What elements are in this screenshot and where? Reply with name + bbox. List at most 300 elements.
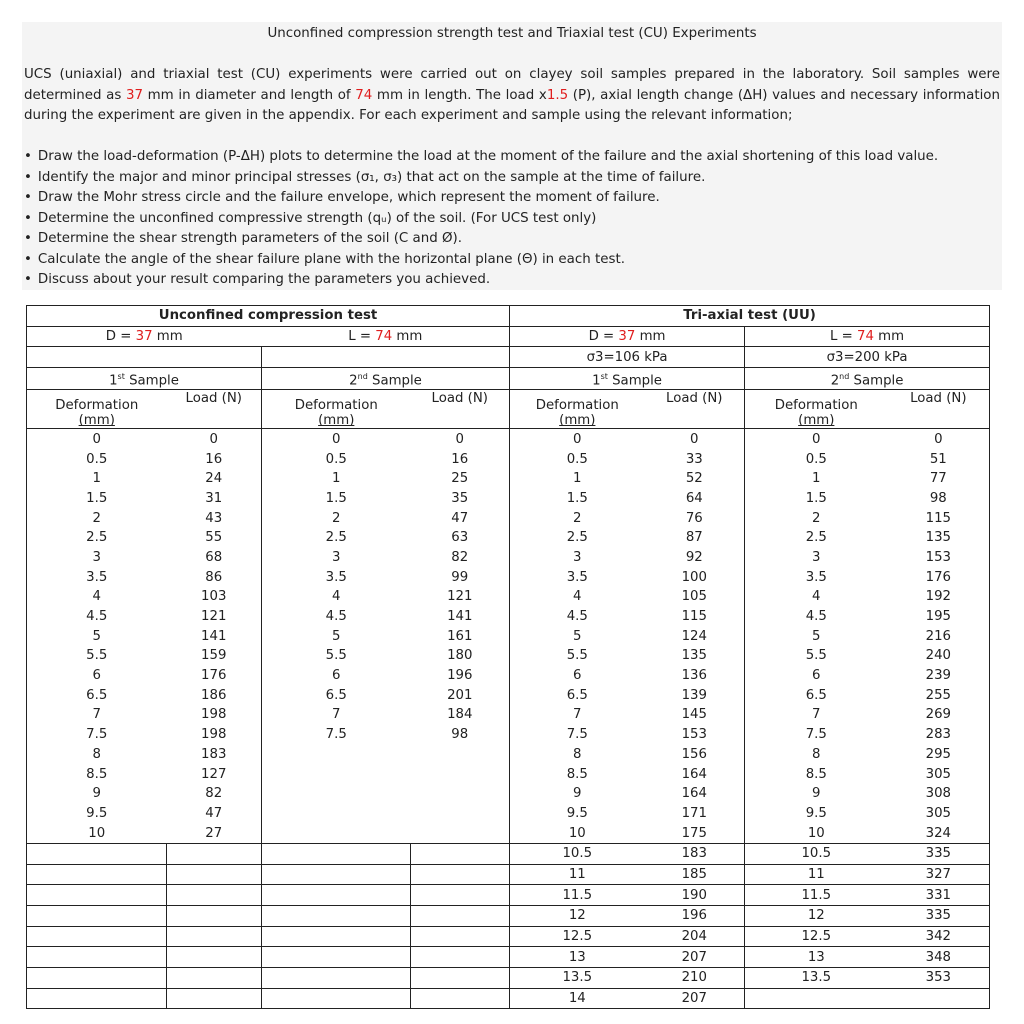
table-row [27,905,990,926]
ucs-sample2-load-cell [411,843,510,864]
ucs-sample2-load-cell: 196 [411,666,510,686]
table-row [27,626,990,646]
task-item: • Determine the shear strength parameters of the soil (C and Ø). [24,229,1000,250]
ucs-sample2-deformation-cell [262,905,411,926]
ucs-sample1-load-cell: 127 [167,764,262,784]
table-row [27,548,990,568]
ucs-sample2-load-cell [411,968,510,989]
tri-sample2-deformation-cell: 1 [812,471,821,487]
tri-sample2-header: 2nd Sample [745,368,990,390]
ucs-sample2-header: 2nd Sample [262,368,510,390]
table-row [27,843,990,864]
tri-sample2-deformation-cell: 1.5 [805,490,827,506]
ucs-sample2-deformation-cell [262,947,411,968]
ucs-sample2-deformation-cell [262,864,411,885]
ucs-sample2-deformation-cell: 3.5 [325,569,347,585]
ucs-sample1-deformation-cell: 6 [27,666,167,686]
ucs-sample1-deformation-cell: 3.5 [27,567,167,587]
instructions-panel [22,22,1002,290]
table-row [27,646,990,666]
ucs-sample1-deformation-cell: 9.5 [27,804,167,824]
ucs-sample2-deformation-cell: 1 [332,471,341,487]
deformation-column-header: Deformation (mm) [510,390,645,429]
tri-sample1-deformation-cell: 10.5 [510,843,645,864]
ucs-sample1-load-cell: 198 [167,725,262,745]
table-row [27,864,990,885]
table-row [27,567,990,587]
ucs-sigma-empty [262,347,510,368]
ucs-sample2-deformation-cell [262,804,411,824]
ucs-sample1-deformation-cell: 1.5 [27,489,167,509]
ucs-sample1-deformation-cell [27,988,167,1009]
ucs-sample1-load-cell [167,885,262,906]
ucs-sample2-deformation-cell: 2.5 [325,530,347,546]
ucs-sample2-deformation-cell [262,784,411,804]
ucs-sample2-deformation-cell [262,885,411,906]
tri-sample1-deformation-cell: 13.5 [510,968,645,989]
ucs-sample1-load-cell [167,988,262,1009]
ucs-sample1-load-cell: 47 [167,804,262,824]
ucs-sample2-deformation-cell: 3 [332,549,341,565]
ucs-sample2-load-cell: 16 [411,449,510,469]
tri-sample2-deformation-cell: 9 [812,786,821,802]
ucs-sample1-deformation-cell: 2 [27,508,167,528]
para-text: mm in diameter and length of [143,87,356,103]
para-text: (P), axial length change (ΔH) values and necessary information during the experiment are given in the appendix. For each experiment and sample using the relevant information; [24,87,1000,123]
ucs-sample2-deformation-cell [262,968,411,989]
tri-sample1-deformation-cell: 4 [573,589,582,605]
tri-sample1-deformation-cell: 2 [573,510,582,526]
tri-sample2-deformation-cell: 2 [812,510,821,526]
table-row [27,885,990,906]
table-row [27,489,990,509]
tri-sample2-load-cell: 195 [888,607,990,627]
tri-sample2-load-cell: 353 [888,968,990,989]
tri-sample1-load-cell: 76 [645,508,745,528]
ucs-sample1-deformation-cell: 5.5 [27,646,167,666]
table-row [27,587,990,607]
task-item: • Identify the major and minor principal stresses (σ₁, σ₃) that act on the sample at the time of failure. [24,168,1000,189]
load-column-header: Load (N) [888,390,990,429]
ucs-sample1-load-cell: 103 [167,587,262,607]
tri-sample2-load-cell: 239 [888,666,990,686]
ucs-sample1-deformation-cell: 4 [27,587,167,607]
ucs-sample1-deformation-cell: 10 [27,823,167,843]
tri-sample1-load-cell: 52 [645,469,745,489]
table-row [27,725,990,745]
ucs-sample2-load-cell [411,823,510,843]
table-row [27,429,990,449]
ucs-sample2-deformation-cell [262,843,411,864]
ucs-sample2-deformation-cell: 4 [332,589,341,605]
tri-sample2-deformation-cell: 0 [745,429,888,449]
tri-sample2-deformation-cell: 5 [812,628,821,644]
ucs-sample1-deformation-cell [27,947,167,968]
ucs-diameter-label: D = 37 mm [27,326,262,347]
tri-sample2-load-cell: 331 [888,885,990,906]
tri-sample1-deformation-cell: 6.5 [566,687,588,703]
tri-sample1-load-cell: 175 [645,823,745,843]
tri-sample2-load-cell: 51 [888,449,990,469]
ucs-sample2-load-cell: 47 [411,508,510,528]
ucs-sample1-header: 1st Sample [27,368,262,390]
tri-sample2-load-cell: 269 [888,705,990,725]
sigma3-sample2: σ3=200 kPa [745,347,990,368]
ucs-sample1-load-cell [167,864,262,885]
load-column-header: Load (N) [167,390,262,429]
ucs-sample1-load-cell: 86 [167,567,262,587]
ucs-sample2-deformation-cell [262,926,411,947]
ucs-sample2-deformation-cell [262,764,411,784]
tri-sample2-deformation-cell: 9.5 [805,805,827,821]
ucs-sample1-load-cell: 0 [167,429,262,449]
tri-sample1-deformation-cell: 11.5 [510,885,645,906]
tri-sample1-deformation-cell: 12 [510,905,645,926]
ucs-sample2-load-cell [411,804,510,824]
ucs-sample2-deformation-cell: 2 [332,510,341,526]
ucs-sample2-deformation-cell: 1.5 [325,490,347,506]
tri-sample1-load-cell: 207 [645,988,745,1009]
tri-sample1-load-cell: 196 [645,905,745,926]
ucs-sample1-load-cell [167,843,262,864]
tri-sample2-load-cell: 240 [888,646,990,666]
sigma3-sample1: σ3=106 kPa [510,347,745,368]
tri-sample2-load-cell: 255 [888,685,990,705]
ucs-sample1-load-cell: 82 [167,784,262,804]
ucs-sample2-load-cell: 63 [411,528,510,548]
tri-sample1-deformation-cell: 14 [510,988,645,1009]
ucs-sample1-deformation-cell [27,864,167,885]
table-row [27,607,990,627]
ucs-sample1-load-cell: 24 [167,469,262,489]
ucs-sample2-load-cell: 141 [411,607,510,627]
tri-sample1-load-cell: 145 [645,705,745,725]
tri-sample1-deformation-cell: 7.5 [566,727,588,743]
load-column-header: Load (N) [645,390,745,429]
ucs-sample2-load-cell [411,905,510,926]
tri-sample1-load-cell: 210 [645,968,745,989]
ucs-sample1-load-cell: 31 [167,489,262,509]
ucs-sample1-load-cell: 198 [167,705,262,725]
tri-sample1-load-cell: 124 [645,626,745,646]
table-row [27,968,990,989]
tri-sample2-deformation-cell [745,988,888,1009]
tri-sample1-deformation-cell: 11 [510,864,645,885]
ucs-sample1-deformation-cell: 7.5 [27,725,167,745]
tri-sample2-deformation-cell: 11.5 [745,885,888,906]
tri-sample2-deformation-cell: 10 [807,825,825,841]
tri-sample1-load-cell: 204 [645,926,745,947]
ucs-sample2-load-cell: 180 [411,646,510,666]
tri-sample1-deformation-cell: 9 [573,786,582,802]
table-row [27,666,990,686]
ucs-sample2-deformation-cell: 4.5 [325,609,347,625]
intro-paragraph [24,65,1000,127]
ucs-sample1-deformation-cell: 8 [27,744,167,764]
tri-sample1-deformation-cell: 12.5 [510,926,645,947]
ucs-sample1-deformation-cell [27,843,167,864]
deformation-column-header: Deformation (mm) [262,390,411,429]
load-column-header: Load (N) [411,390,510,429]
ucs-sample1-deformation-cell: 1 [27,469,167,489]
ucs-sample2-deformation-cell [262,823,411,843]
tri-sample1-load-cell: 0 [645,429,745,449]
ucs-sample2-load-cell [411,744,510,764]
ucs-sample2-load-cell [411,947,510,968]
tri-sample1-load-cell: 115 [645,607,745,627]
tri-sample1-load-cell: 183 [645,843,745,864]
table-row [27,744,990,764]
tri-sample2-load-cell: 295 [888,744,990,764]
table-row [27,508,990,528]
task-item: • Draw the load-deformation (P-ΔH) plots to determine the load at the moment of the failure and the axial shortening of this load value. [24,147,1000,168]
tri-sample1-deformation-cell: 6 [573,668,582,684]
ucs-sample1-load-cell: 16 [167,449,262,469]
tri-sample1-load-cell: 100 [645,567,745,587]
tri-sample1-load-cell: 135 [645,646,745,666]
ucs-sigma-empty [27,347,262,368]
ucs-sample1-deformation-cell: 0 [27,429,167,449]
tri-sample1-deformation-cell: 5.5 [566,648,588,664]
tri-sample2-deformation-cell: 3 [812,549,821,565]
para-text: UCS (uniaxial) and triaxial test (CU) experiments were carried out on clayey soil samples prepared in the laboratory. Soil samples were determined as [24,67,1000,103]
ucs-sample1-deformation-cell [27,968,167,989]
tri-sample1-load-cell: 190 [645,885,745,906]
tri-sample1-deformation-cell: 1.5 [566,490,588,506]
tri-sample2-deformation-cell: 13.5 [745,968,888,989]
tri-sample1-deformation-cell: 9.5 [566,805,588,821]
ucs-sample2-load-cell [411,764,510,784]
tri-sample2-load-cell: 0 [888,429,990,449]
tri-sample2-deformation-cell: 4 [812,589,821,605]
task-item: • Determine the unconfined compressive strength (qᵤ) of the soil. (For UCS test only) [24,209,1000,230]
ucs-sample2-load-cell: 161 [411,626,510,646]
tri-sample2-load-cell: 192 [888,587,990,607]
table-row [27,804,990,824]
tri-sample2-deformation-cell: 2.5 [805,530,827,546]
tri-sample2-load-cell: 305 [888,764,990,784]
tri-sample1-load-cell: 164 [645,784,745,804]
ucs-sample2-load-cell: 99 [411,567,510,587]
ucs-sample2-load-cell: 82 [411,548,510,568]
task-item: • Draw the Mohr stress circle and the failure envelope, which represent the moment of failure. [24,188,1000,209]
tri-sample2-load-cell: 324 [888,823,990,843]
ucs-sample2-load-cell [411,885,510,906]
tri-sample1-deformation-cell: 8 [573,746,582,762]
tri-sample2-deformation-cell: 11 [745,864,888,885]
table-row [27,469,990,489]
ucs-sample2-deformation-cell: 7 [332,707,341,723]
tri-sample2-deformation-cell: 8 [812,746,821,762]
tri-sample1-load-cell: 136 [645,666,745,686]
ucs-sample1-deformation-cell: 2.5 [27,528,167,548]
table-row [27,764,990,784]
ucs-sample1-deformation-cell: 4.5 [27,607,167,627]
tri-sample2-load-cell: 77 [888,469,990,489]
ucs-sample1-load-cell: 43 [167,508,262,528]
tri-sample2-load-cell: 348 [888,947,990,968]
tri-sample2-load-cell: 335 [888,843,990,864]
tri-sample1-deformation-cell: 0 [510,429,645,449]
tri-sample2-deformation-cell: 6 [812,668,821,684]
ucs-sample2-deformation-cell: 6.5 [325,687,347,703]
tri-sample2-deformation-cell: 7.5 [805,727,827,743]
ucs-sample2-deformation-cell [262,744,411,764]
ucs-sample2-deformation-cell [262,988,411,1009]
ucs-sample1-load-cell [167,926,262,947]
tri-sample2-load-cell: 283 [888,725,990,745]
tri-sample2-load-cell: 327 [888,864,990,885]
tri-sample2-deformation-cell: 10.5 [745,843,888,864]
page-title: Unconfined compression strength test and Triaxial test (CU) Experiments [267,26,757,41]
deformation-column-header: Deformation (mm) [745,390,888,429]
ucs-sample1-load-cell [167,968,262,989]
ucs-sample1-load-cell: 183 [167,744,262,764]
ucs-section-title: Unconfined compression test [27,306,510,327]
tri-sample2-load-cell: 335 [888,905,990,926]
ucs-sample1-deformation-cell: 5 [27,626,167,646]
tri-length-label: L = 74 mm [745,326,990,347]
ucs-sample2-deformation-cell: 5.5 [325,648,347,664]
tri-sample2-deformation-cell: 8.5 [805,766,827,782]
tri-sample2-deformation-cell: 3.5 [805,569,827,585]
ucs-sample2-load-cell: 98 [411,725,510,745]
tri-sample2-load-cell: 176 [888,567,990,587]
ucs-sample1-load-cell [167,947,262,968]
ucs-sample1-load-cell: 176 [167,666,262,686]
tri-sample1-deformation-cell: 4.5 [566,609,588,625]
tri-sample1-load-cell: 207 [645,947,745,968]
tri-sample2-load-cell: 308 [888,784,990,804]
ucs-sample1-deformation-cell: 8.5 [27,764,167,784]
length-value: 74 [355,87,373,103]
ucs-sample2-deformation-cell: 0.5 [325,451,347,467]
ucs-sample1-load-cell [167,905,262,926]
tri-sample2-deformation-cell: 5.5 [805,648,827,664]
ucs-sample1-deformation-cell: 3 [27,548,167,568]
ucs-sample1-deformation-cell: 9 [27,784,167,804]
table-row [27,988,990,1009]
tri-sample2-load-cell: 115 [888,508,990,528]
ucs-sample1-deformation-cell [27,885,167,906]
ucs-sample1-load-cell: 159 [167,646,262,666]
tri-sample2-load-cell: 216 [888,626,990,646]
tri-sample1-deformation-cell: 3.5 [566,569,588,585]
tri-sample1-deformation-cell: 3 [573,549,582,565]
ucs-sample2-load-cell: 0 [411,429,510,449]
ucs-sample1-load-cell: 121 [167,607,262,627]
tri-sample1-load-cell: 87 [645,528,745,548]
table-row [27,926,990,947]
tri-sample2-load-cell: 98 [888,489,990,509]
tri-sample1-load-cell: 64 [645,489,745,509]
ucs-sample2-deformation-cell: 5 [332,628,341,644]
tri-sample2-load-cell: 305 [888,804,990,824]
tri-sample1-load-cell: 156 [645,744,745,764]
tri-sample2-deformation-cell: 12 [745,905,888,926]
tri-sample1-deformation-cell: 13 [510,947,645,968]
tri-sample1-header: 1st Sample [510,368,745,390]
tri-diameter-label: D = 37 mm [510,326,745,347]
tri-sample1-load-cell: 92 [645,548,745,568]
tri-sample1-load-cell: 164 [645,764,745,784]
tri-sample1-deformation-cell: 1 [573,471,582,487]
tri-sample1-load-cell: 33 [645,449,745,469]
test-data-table [26,305,990,1009]
tri-sample2-deformation-cell: 6.5 [805,687,827,703]
tri-sample2-load-cell: 342 [888,926,990,947]
table-row [27,705,990,725]
tri-sample1-deformation-cell: 5 [573,628,582,644]
ucs-sample1-deformation-cell [27,905,167,926]
ucs-sample2-load-cell: 35 [411,489,510,509]
tri-sample2-load-cell: 153 [888,548,990,568]
ucs-sample2-load-cell [411,864,510,885]
ucs-sample2-load-cell: 201 [411,685,510,705]
tri-sample1-deformation-cell: 10 [568,825,586,841]
task-item: • Calculate the angle of the shear failure plane with the horizontal plane (Θ) in each test. [24,250,1000,271]
tri-sample1-deformation-cell: 7 [573,707,582,723]
ucs-sample1-load-cell: 68 [167,548,262,568]
diameter-value: 37 [125,87,143,103]
table-row [27,947,990,968]
ucs-sample1-load-cell: 27 [167,823,262,843]
ucs-sample2-load-cell [411,784,510,804]
ucs-sample2-load-cell: 25 [411,469,510,489]
tri-sample1-deformation-cell: 8.5 [566,766,588,782]
ucs-sample2-deformation-cell: 0 [262,429,411,449]
ucs-sample1-load-cell: 55 [167,528,262,548]
tri-sample2-load-cell [888,988,990,1009]
tri-sample1-deformation-cell: 0.5 [566,451,588,467]
tri-sample1-load-cell: 139 [645,685,745,705]
ucs-sample1-load-cell: 186 [167,685,262,705]
ucs-sample1-deformation-cell [27,926,167,947]
tri-sample1-load-cell: 153 [645,725,745,745]
ucs-sample1-load-cell: 141 [167,626,262,646]
ucs-sample2-load-cell: 184 [411,705,510,725]
ucs-sample2-load-cell [411,926,510,947]
table-row [27,784,990,804]
triaxial-section-title: Tri-axial test (UU) [510,306,990,327]
tri-sample2-deformation-cell: 7 [812,707,821,723]
tri-sample1-deformation-cell: 2.5 [566,530,588,546]
ucs-sample1-deformation-cell: 0.5 [27,449,167,469]
tri-sample1-load-cell: 105 [645,587,745,607]
tri-sample2-load-cell: 135 [888,528,990,548]
task-list [24,147,1000,291]
tri-sample1-load-cell: 171 [645,804,745,824]
ucs-length-label: L = 74 mm [262,326,510,347]
deformation-column-header: Deformation (mm) [27,390,167,429]
table-row [27,685,990,705]
tri-sample2-deformation-cell: 13 [745,947,888,968]
table-row [27,823,990,843]
table-row [27,449,990,469]
tri-sample2-deformation-cell: 4.5 [805,609,827,625]
tri-sample2-deformation-cell: 0.5 [805,451,827,467]
ucs-sample2-load-cell: 121 [411,587,510,607]
ucs-sample2-deformation-cell: 6 [332,668,341,684]
tri-sample1-load-cell: 185 [645,864,745,885]
ucs-sample2-deformation-cell: 7.5 [325,727,347,743]
tri-sample2-deformation-cell: 12.5 [745,926,888,947]
task-item: • Discuss about your result comparing the parameters you achieved. [24,270,1000,291]
load-factor-value: 1.5 [546,87,569,103]
table-row [27,528,990,548]
ucs-sample1-deformation-cell: 6.5 [27,685,167,705]
para-text: mm in length. The load x [372,87,547,103]
